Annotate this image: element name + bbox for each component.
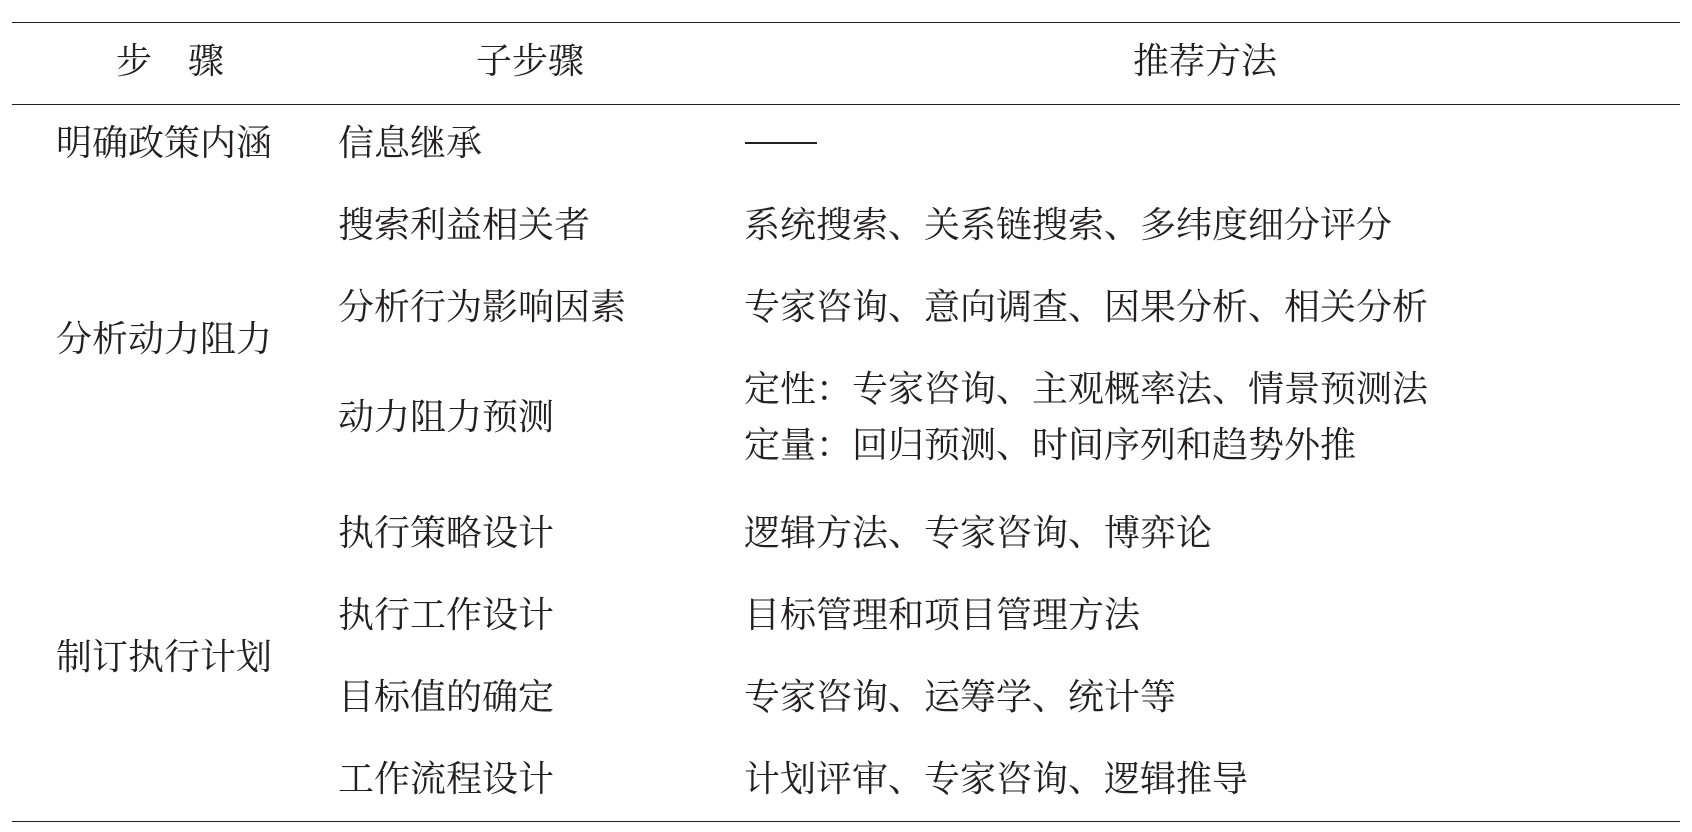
step-group-2: 分析动力阻力 xyxy=(56,319,273,360)
substep-cell: 分析行为影响因素 xyxy=(338,287,627,328)
substep-cell: 搜索利益相关者 xyxy=(338,205,591,246)
method-cell-line: 定量：回归预测、时间序列和趋势外推 xyxy=(744,425,1357,466)
substep-cell: 信息继承 xyxy=(338,123,483,164)
header-step: 步 骤 xyxy=(115,41,224,82)
method-cell: 计划评审、专家咨询、逻辑推导 xyxy=(744,759,1249,800)
table-bottom-rule xyxy=(12,821,1680,822)
method-cell: 逻辑方法、专家咨询、博弈论 xyxy=(744,513,1213,554)
substep-cell: 执行策略设计 xyxy=(338,513,555,554)
substep-cell: 目标值的确定 xyxy=(338,677,555,718)
method-cell-dash xyxy=(745,142,817,144)
step-group-3: 制订执行计划 xyxy=(56,637,273,678)
header-substep: 子步骤 xyxy=(475,41,584,82)
method-cell: 目标管理和项目管理方法 xyxy=(744,595,1141,636)
substep-cell: 工作流程设计 xyxy=(338,759,555,800)
method-cell-line: 定性：专家咨询、主观概率法、情景预测法 xyxy=(744,369,1429,410)
method-cell: 系统搜索、关系链搜索、多纬度细分评分 xyxy=(744,205,1393,246)
table-header-rule xyxy=(12,104,1680,105)
method-cell: 专家咨询、运筹学、统计等 xyxy=(744,677,1177,718)
substep-cell: 执行工作设计 xyxy=(338,595,555,636)
method-cell: 专家咨询、意向调查、因果分析、相关分析 xyxy=(744,287,1429,328)
step-group-1: 明确政策内涵 xyxy=(56,123,273,164)
header-method: 推荐方法 xyxy=(1132,41,1277,82)
table-top-rule xyxy=(12,22,1680,23)
substep-cell: 动力阻力预测 xyxy=(338,397,555,438)
